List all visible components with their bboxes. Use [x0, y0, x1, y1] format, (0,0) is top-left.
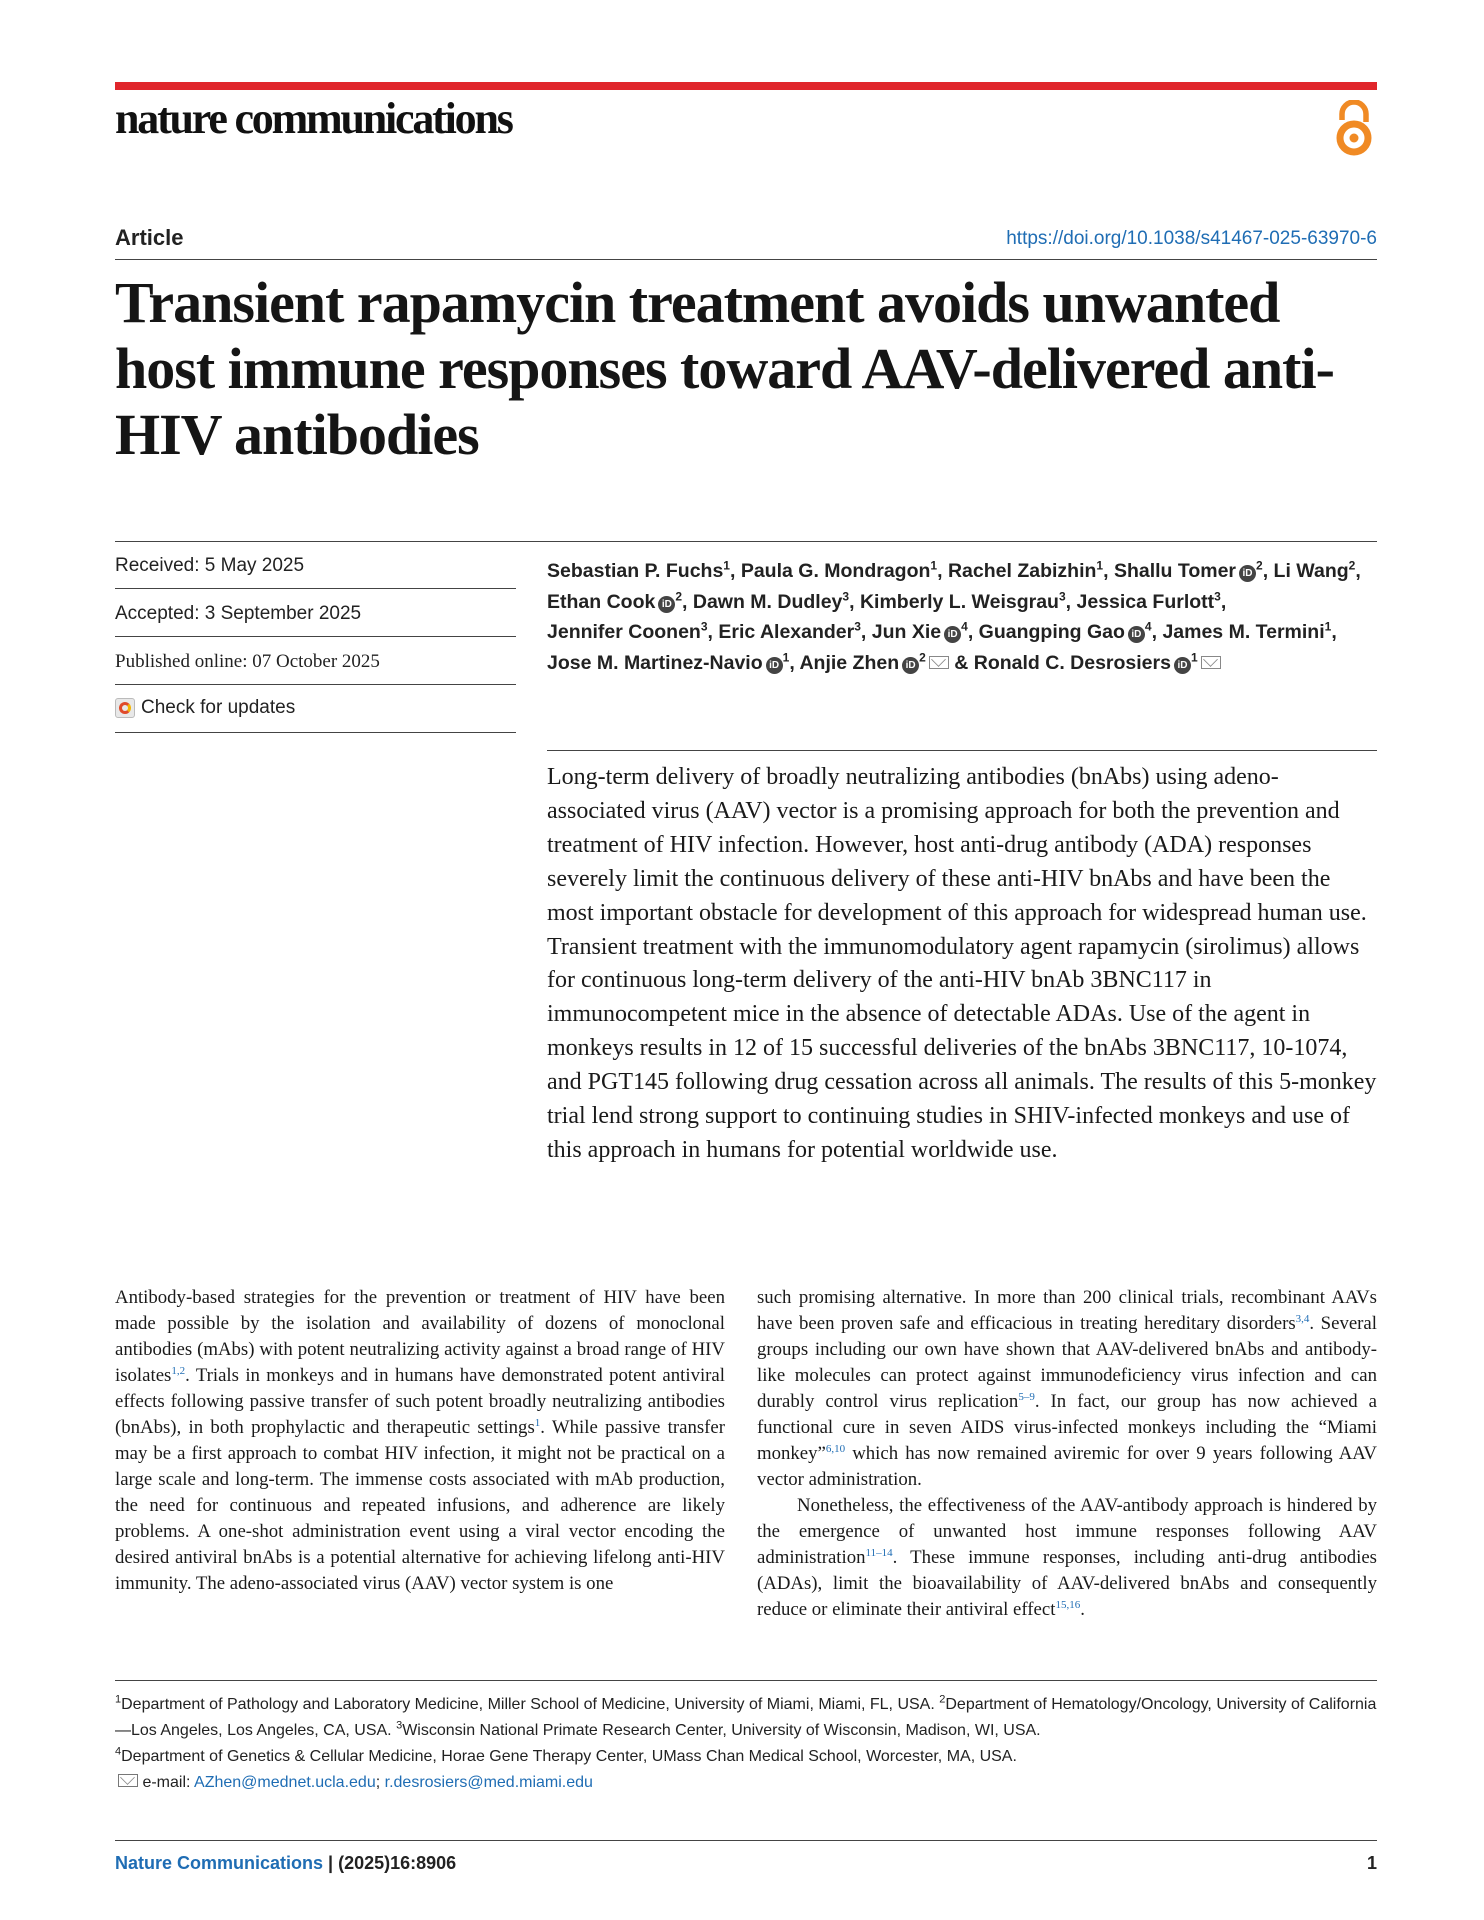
divider — [115, 636, 516, 637]
author-name-text: Guangping Gao — [978, 621, 1125, 643]
author-name[interactable] — [948, 560, 1103, 582]
author-affiliation-number: 2 — [1348, 558, 1356, 573]
footer-citation — [115, 1853, 456, 1874]
author-name-text: Ronald C. Desrosiers — [973, 651, 1171, 674]
citation-ref[interactable]: 3,4 — [1295, 1313, 1310, 1325]
affiliation-4: Department of Genetics & Cellular Medicine, Horae Gene Therapy Center, UMass Chan Medical School, Worcester, MA, USA. — [121, 1748, 1017, 1765]
author-name[interactable] — [979, 621, 1152, 643]
author-affiliation-number: 1 — [782, 650, 790, 664]
affiliation-2: Department of Hematology/Oncology, University of California—Los Angeles, Los Angeles, CA, USA. — [115, 1696, 1377, 1739]
author-name[interactable] — [1274, 560, 1356, 582]
author-name-text: Anjie Zhen — [799, 651, 900, 674]
divider — [547, 750, 1377, 751]
author-name[interactable] — [860, 591, 1066, 613]
page-number: 1 — [1366, 1853, 1377, 1873]
author-name[interactable] — [1077, 591, 1221, 613]
author-name-text: Shallu Tomer — [1113, 560, 1237, 582]
email-link-desrosiers[interactable]: r.desrosiers@med.miami.edu — [384, 1774, 593, 1791]
author-name-text: Jose M. Martinez-Navio — [547, 651, 763, 674]
author-affiliation-number: 3 — [854, 619, 861, 634]
body-text: . Trials in monkeys and in humans have demonstrated potent antiviral effects following passive transfer of such potent broadly neutralizing antibodies (bnAbs), in both prophylactic and therapeutic settings — [115, 1365, 725, 1438]
author-affiliation-number: 1 — [930, 558, 938, 573]
body-text: which has now remained aviremic for over 9 years following AAV vector administration. — [757, 1443, 1377, 1490]
article-type: Article — [115, 225, 184, 250]
doi-link[interactable]: https://doi.org/10.1038/s41467-025-63970-6 — [1006, 228, 1377, 249]
affiliation-3: Wisconsin National Primate Research Center, University of Wisconsin, Madison, WI, USA. — [402, 1722, 1041, 1739]
citation-ref[interactable]: 6,10 — [825, 1443, 846, 1455]
orcid-icon[interactable]: iD — [766, 657, 783, 674]
divider — [115, 588, 516, 589]
footer-journal[interactable]: Nature Communications — [115, 1853, 324, 1873]
author-affiliation-number: 3 — [1214, 589, 1221, 603]
author-name[interactable] — [1114, 560, 1263, 582]
author-name[interactable] — [718, 621, 861, 643]
author-name-text: Rachel Zabizhin — [947, 560, 1097, 582]
open-access-icon — [1332, 100, 1376, 158]
author-name-text: James M. Termini — [1162, 621, 1325, 643]
author-name-text: Eric Alexander — [718, 621, 855, 643]
author-affiliation-number: 3 — [1058, 589, 1066, 603]
article-title: Transient rapamycin treatment avoids unwanted host immune responses toward AAV-delivered anti-HIV antibodies — [115, 270, 1334, 467]
divider — [115, 541, 1377, 542]
divider — [115, 684, 516, 685]
author-name[interactable] — [741, 560, 937, 582]
body-column-2 — [757, 1285, 1377, 1623]
citation-ref[interactable]: 5–9 — [1018, 1391, 1035, 1403]
body-text: . — [1080, 1599, 1085, 1620]
author-affiliation-number: 1 — [1324, 619, 1332, 634]
author-name[interactable] — [693, 591, 849, 613]
author-name-text: Paula G. Mondragon — [740, 560, 931, 582]
accepted-date: Accepted: 3 September 2025 — [115, 603, 362, 624]
citation-ref[interactable]: 15,16 — [1055, 1599, 1081, 1611]
author-affiliation-number: 2 — [1256, 558, 1263, 573]
email-icon[interactable] — [929, 656, 949, 669]
orcid-icon[interactable]: iD — [658, 596, 675, 613]
author-name-text: Sebastian P. Fuchs — [547, 560, 724, 582]
author-name-text: Li Wang — [1273, 560, 1349, 582]
author-name-text: Jennifer Coonen — [547, 621, 701, 643]
author-affiliation-number: 4 — [961, 619, 968, 634]
divider — [115, 1680, 1377, 1681]
received-date: Received: 5 May 2025 — [115, 555, 305, 576]
author-name[interactable] — [974, 652, 1221, 674]
body-column-1 — [115, 1285, 725, 1597]
author-affiliation-number: 4 — [1144, 619, 1152, 634]
author-name-text: Kimberly L. Weisgrau — [859, 590, 1059, 613]
header-red-bar — [115, 82, 1377, 90]
check-updates-label: Check for updates — [141, 697, 296, 718]
published-date: Published online: 07 October 2025 — [115, 651, 380, 672]
citation-ref[interactable]: 1,2 — [171, 1365, 186, 1377]
orcid-icon[interactable]: iD — [1239, 565, 1256, 582]
author-affiliation-number: 2 — [919, 650, 926, 664]
orcid-icon[interactable]: iD — [902, 657, 919, 674]
body-text: . While passive transfer may be a first approach to combat HIV infection, it might not be practical on a large scale and long-term. The immense costs associated with mAb production, the need for continuous and repeated infusions, and adherence are likely problems. A one-shot administration event using a viral vector encoding the desired antiviral bnAbs is a potential alternative for achieving lifelong anti-HIV immunity. The adeno-associated virus (AAV) vector system is one — [115, 1417, 725, 1594]
author-name[interactable] — [547, 560, 730, 582]
body-text: Antibody-based strategies for the prevention or treatment of HIV have been made possible by the isolation and availability of dozens of monoclonal antibodies (mAbs) with potent neutralizing activity against a broad range of HIV isolates — [115, 1287, 725, 1386]
author-name-text: Jun Xie — [871, 621, 942, 643]
author-name-text: Ethan Cook — [547, 590, 656, 613]
author-name[interactable] — [547, 621, 708, 643]
affiliation-1: Department of Pathology and Laboratory Medicine, Miller School of Medicine, University of Miami, Miami, FL, USA. — [121, 1696, 935, 1713]
author-affiliation-number: 1 — [1190, 650, 1198, 664]
email-icon[interactable] — [1201, 656, 1221, 669]
author-affiliation-number: 3 — [842, 589, 850, 603]
body-paragraph — [757, 1285, 1377, 1493]
author-name[interactable] — [547, 652, 789, 674]
author-affiliation-number: 1 — [1096, 558, 1104, 573]
orcid-icon[interactable]: iD — [944, 626, 961, 643]
author-name[interactable] — [799, 652, 948, 674]
divider — [115, 1840, 1377, 1841]
author-name[interactable] — [547, 591, 682, 613]
body-text: Nonetheless, the effectiveness of the AAV-antibody approach is hindered by the emergence of unwanted host immune responses following AAV administration — [757, 1495, 1377, 1568]
citation-ref[interactable]: 1 — [534, 1417, 541, 1429]
author-list: Sebastian P. Fuchs$^1$, Paula G. Mondragon$^1$, Rachel Zabizhin$^1$, Shallu Tomer $iD^2$, Li Wang$^2$, Ethan Cook $iD^2$, Dawn M. Dudley$^3$, Kimberly L. Weisgrau$^3$, Jessica Furlott$^3$, Jennifer Coonen$^3$, Eric Alexander$^3$, Jun Xie $iD^4$, Guangping Gao $iD^4$, James M. Termini$^1$, Jose M. Martinez-Navio $iD^1$, Anjie Zhen $iD^2$ & Ronald C. Desrosiers $iD^1$ — [547, 558, 1361, 674]
check-for-updates-button[interactable] — [115, 697, 295, 719]
body-text: . These immune responses, including anti-drug antibodies (ADAs), limit the bioavailability of AAV-delivered bnAbs and consequently reduce or eliminate their antiviral effect — [757, 1547, 1377, 1620]
body-text: . In fact, our group has now achieved a functional cure in seven AIDS virus-infected monkeys including the “Miami monkey” — [757, 1391, 1377, 1464]
divider — [115, 732, 516, 733]
journal-name: nature communications — [115, 94, 512, 143]
orcid-icon[interactable]: iD — [1174, 657, 1191, 674]
body-text: . Several groups including our own have shown that AAV-delivered bnAbs and antibody-like molecules can protect against immunodeficiency virus infection and can durably control virus replication — [757, 1313, 1377, 1412]
citation-ref[interactable]: 11–14 — [865, 1547, 893, 1559]
orcid-icon[interactable]: iD — [1128, 626, 1145, 643]
abstract: Long-term delivery of broadly neutralizing antibodies (bnAbs) using adeno-associated virus (AAV) vector is a promising approach for both the prevention and treatment of HIV infection. However, host anti-drug antibody (ADA) responses severely limit the continuous delivery of these anti-HIV bnAbs and have been the most important obstacle for development of this approach for widespread human use. Transient treatment with the immunomodulatory agent rapamycin (sirolimus) allows for continuous long-term delivery of the anti-HIV bnAb 3BNC117 in immunocompetent mice in the absence of detectable ADAs. Use of the agent in monkeys results in 12 of 15 successful deliveries of the bnAbs 3BNC117, 10-1074, and PGT145 following drug cessation across all animals. The results of this 5-monkey trial lend strong support to continuing studies in SHIV-infected monkeys and use of this approach in humans for potential worldwide use. — [547, 764, 1377, 1163]
body-paragraph — [757, 1493, 1377, 1623]
email-icon — [118, 1774, 138, 1787]
author-affiliation-number: 3 — [700, 619, 708, 634]
author-affiliation-number: 1 — [723, 558, 730, 573]
email-link-zhen[interactable]: AZhen@mednet.ucla.edu — [194, 1774, 376, 1791]
affiliations: $^1$Department of Pathology and Laboratory Medicine, Miller School of Medicine, University of Miami, Miami, FL, USA. $^2$Department of Hematology/Oncology, University of California—Los Angeles, Los Angeles, CA, USA. $^3$Wisconsin National Primate Research Center, University of Wisconsin, Madison, WI, USA. $^4$Department of Genetics & Cellular Medicine, Horae Gene Therapy Center, UMass Chan Medical School, Worcester, MA, USA. e-mail: AZhen@mednet.ucla.edu; r.desrosiers@med.miami.edu — [115, 1693, 1377, 1791]
author-name[interactable] — [1162, 621, 1331, 643]
author-name-text: Jessica Furlott — [1076, 590, 1215, 613]
divider — [115, 259, 1377, 260]
author-affiliation-number: 2 — [675, 589, 683, 603]
author-name-text: Dawn M. Dudley — [692, 590, 843, 613]
email-separator: ; — [375, 1774, 381, 1791]
body-text: such promising alternative. In more than 200 clinical trials, recombinant AAVs have been proven safe and efficacious in treating hereditary disorders — [757, 1287, 1377, 1334]
body-paragraph — [115, 1285, 725, 1597]
email-label: e-mail: — [142, 1774, 191, 1791]
crossmark-icon — [115, 698, 135, 718]
author-name[interactable] — [872, 621, 968, 643]
footer-volume: | (2025)16:8906 — [328, 1853, 457, 1873]
